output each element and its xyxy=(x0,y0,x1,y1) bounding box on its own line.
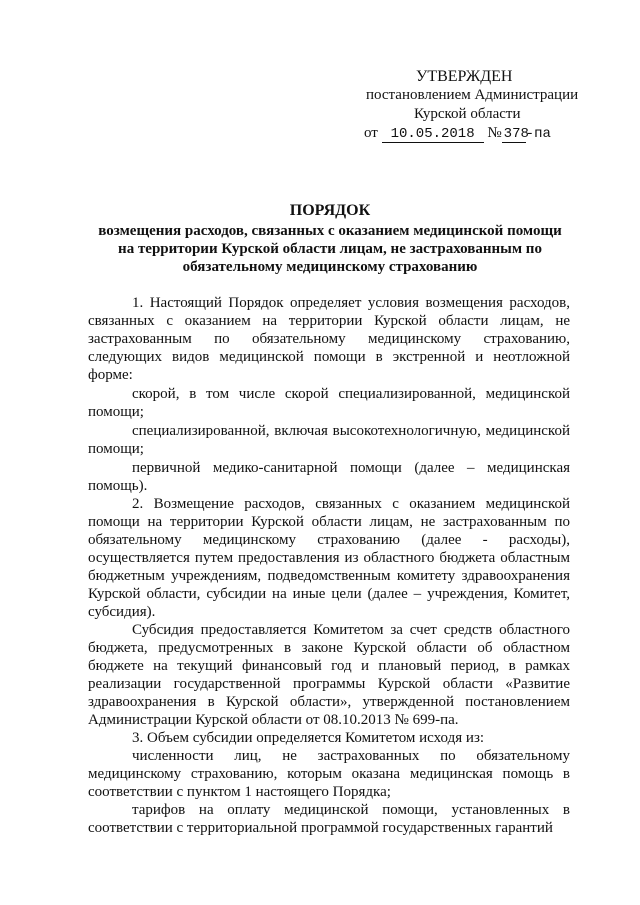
paragraph: 3. Объем субсидии определяется Комитетом исходя из: xyxy=(132,730,485,746)
approval-region: Курской области xyxy=(414,106,521,122)
paragraph: специализированной, включая высокотехнологичную, медицинской помощи; xyxy=(88,423,570,457)
paragraph: 1. Настоящий Порядок определяет условия возмещения расходов, связанных с оказанием на территории Курской области лицам, не застрахованным по обязательному медицинскому страхованию, следующих видов медицинской помощи в экстренной и неотложной форме: xyxy=(88,295,570,383)
title-subtitle-line: возмещения расходов, связанных с оказанием медицинской помощи xyxy=(98,223,562,239)
approval-heading: УТВЕРЖДЕН xyxy=(416,68,513,85)
paragraph: численности лиц, не застрахованных по обязательному медицинскому страхованию, которым оказана медицинская помощь в соответствии с пунктом 1 настоящего Порядка; xyxy=(88,748,570,800)
approval-date: 10.05.2018 xyxy=(382,126,484,143)
paragraph: Субсидия предоставляется Комитетом за счет средств областного бюджета, предусмотренных в законе Курской области об областном бюджете на текущий финансовый год и плановый период, в рамках реализации государственной программы Курской области «Развитие здравоохранения в Курской области», утвержденной постановлением Администрации Курской области от 08.10.2013 № 699-па. xyxy=(88,622,570,728)
paragraph: скорой, в том числе скорой специализированной, медицинской помощи; xyxy=(88,386,570,420)
approval-date-line xyxy=(360,124,600,144)
paragraph: тарифов на оплату медицинской помощи, установленных в соответствии с территориальной программой государственных гарантий xyxy=(88,802,570,836)
paragraph: 2. Возмещение расходов, связанных с оказанием медицинской помощи на территории Курской области лицам, не застрахованным по обязательному медицинскому страхованию (далее - расходы), осуществляется путем предоставления из областного бюджета областным бюджетным учреждениям, подведомственным комитету здравоохранения Курской области, субсидии на иные цели (далее – учреждения, Комитет, субсидия). xyxy=(88,496,570,620)
approval-from-label: от xyxy=(364,125,378,141)
document-title xyxy=(80,202,580,276)
approval-authority: постановлением Администрации xyxy=(366,87,579,103)
document-body xyxy=(88,294,570,837)
title-subtitle-line: на территории Курской области лицам, не застрахованным по xyxy=(118,241,542,257)
approval-stamp xyxy=(360,67,600,144)
approval-number: 378 xyxy=(503,126,529,142)
approval-number-sign: № xyxy=(487,125,502,141)
approval-number-suffix: -па xyxy=(525,126,551,142)
title-main: ПОРЯДОК xyxy=(289,202,371,219)
title-subtitle-line: обязательному медицинскому страхованию xyxy=(182,259,478,275)
paragraph: первичной медико-санитарной помощи (далее – медицинская помощь). xyxy=(88,460,570,494)
